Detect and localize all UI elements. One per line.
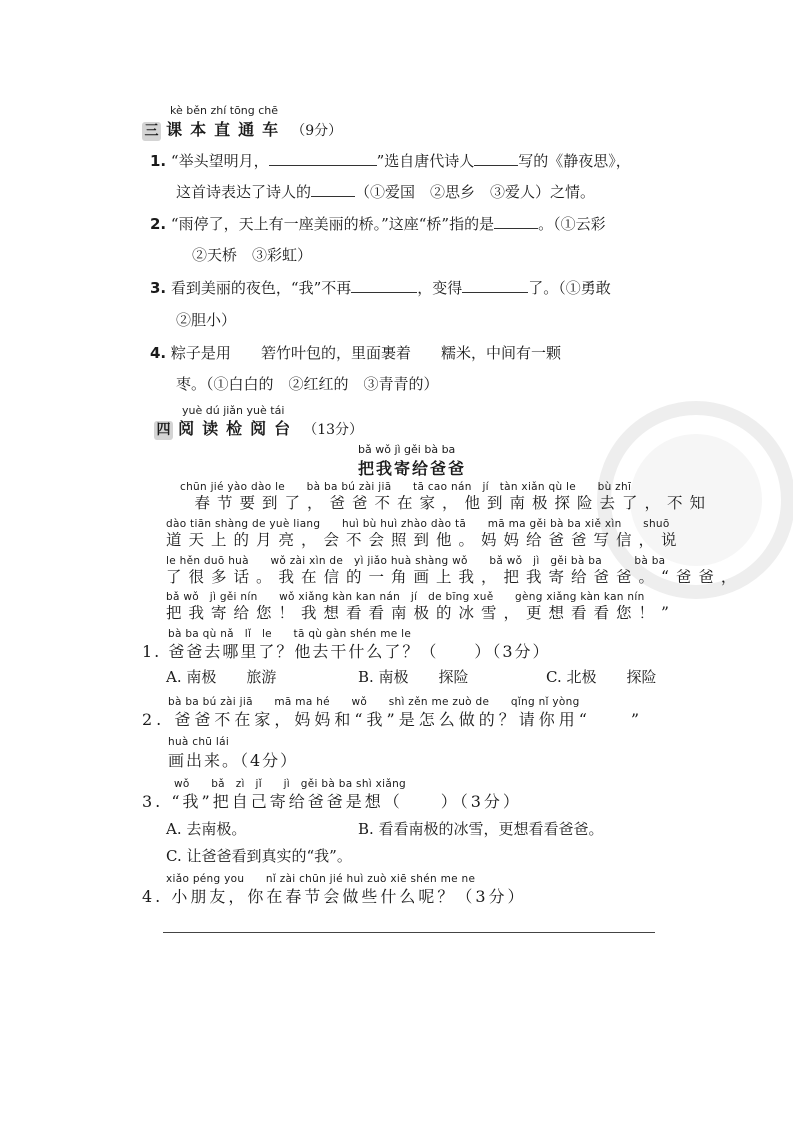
section4-score: （13分）	[303, 422, 364, 438]
story-line2: 道天上的月亮，会不会照到他。妈妈给爸爸写信，说	[166, 531, 684, 549]
s3-q1-line1	[150, 150, 631, 171]
story-line3-pinyin: le hěn duō huà wǒ zài xìn de yì jiǎo huà shàng wǒ bǎ wǒ jì gěi bà ba bà ba	[166, 555, 666, 567]
story-line3: 了很多话。我在信的一角画上我，把我寄给爸爸。“爸爸，	[166, 568, 744, 586]
s4-q1-pinyin: bà ba qù nǎ lǐ le tā qù gàn shén me le	[168, 628, 412, 640]
s3-q1-options: （①爱国 ②思乡 ③爱人）之情。	[355, 183, 596, 201]
story-line4-pinyin: bǎ wǒ jì gěi nín wǒ xiǎng kàn kan nán jí de bīng xuě gèng xiǎng kàn kan nín	[166, 591, 645, 603]
s3-q1-blank-2[interactable]	[474, 151, 518, 166]
story-line2-pinyin: dào tiān shàng de yuè liang huì bù huì zhào dào tā mā ma gěi bà ba xiě xìn shuō	[166, 518, 670, 530]
story-line1-pinyin: chūn jié yào dào le bà ba bú zài jiā tā cao nán jí tàn xiǎn qù le bù zhī	[180, 481, 632, 493]
s3-q1-blank-1[interactable]	[269, 151, 377, 166]
s3-q1-text-a: “举头望明月，	[170, 152, 269, 170]
s3-q4-text-c: 糯米，中间有一颗	[440, 344, 561, 362]
s4-q1-option-b[interactable]: B. 南极 探险	[358, 668, 469, 686]
s3-q4-line2: 枣。（①白白的 ②红红的 ③青青的）	[176, 375, 439, 393]
section3-pinyin: kè běn zhí tōng chē	[170, 104, 279, 117]
s4-q2-pinyin-2: huà chū lái	[168, 736, 230, 748]
s3-q2-text-b: 。（①云彩	[538, 215, 606, 233]
s3-q3-text-b: ，变得	[417, 279, 463, 297]
s3-q3-blank-2[interactable]	[462, 278, 528, 293]
s3-q2-line1	[150, 213, 606, 234]
s3-q1-text-c: 写的《静夜思》，	[518, 152, 631, 170]
section4-pinyin: yuè dú jiǎn yuè tái	[182, 404, 285, 417]
s4-q2-text: 2. 爸爸不在家，妈妈和“我”是怎么做的？请你用“ ”	[142, 710, 644, 729]
s4-q3-pinyin: wǒ bǎ zì jǐ jì gěi bà ba shì xiǎng	[174, 778, 407, 790]
s4-q1-option-a[interactable]: A. 南极 旅游	[166, 668, 277, 686]
s4-q3-option-b[interactable]: B. 看看南极的冰雪，更想看看爸爸。	[358, 820, 604, 838]
s4-q1-text: 1. 爸爸去哪里了？他去干什么了？（ ）（3分）	[142, 642, 551, 661]
s3-q4-number: 4.	[150, 344, 167, 362]
s3-q4-text-b: 箬竹叶包的，里面裹着	[260, 344, 411, 362]
s3-q4-line1	[150, 342, 561, 363]
s3-q4-blank-2[interactable]	[411, 343, 441, 358]
s3-q4-text-a: 粽子是用	[170, 344, 231, 362]
s3-q1-text-b: ”选自唐代诗人	[376, 152, 475, 170]
s4-q2-text-2: 画出来。（4分）	[168, 751, 299, 770]
s4-q3-text: 3. “我”把自己寄给爸爸是想（ ）（3分）	[142, 792, 522, 811]
s3-q4-blank-1[interactable]	[231, 343, 261, 358]
s4-q2-pinyin: bà ba bú zài jiā mā ma hé wǒ shì zěn me zuò de qǐng nǐ yòng	[168, 696, 580, 708]
s3-q2-number: 2.	[150, 215, 167, 233]
story-line4: 把我寄给您！我想看看南极的冰雪，更想看看您！”	[166, 604, 676, 622]
s4-q4-answer-line[interactable]	[163, 932, 655, 933]
section3-number: 三	[142, 122, 161, 141]
story-title: 把我寄给爸爸	[358, 459, 467, 478]
section3-score: （9分）	[291, 123, 343, 139]
s3-q3-blank-1[interactable]	[351, 278, 417, 293]
s3-q1-line2	[176, 181, 595, 202]
s3-q3-number: 3.	[150, 279, 167, 297]
section4-title: 阅读检阅台	[178, 419, 299, 438]
section4-number: 四	[154, 421, 173, 440]
s3-q2-line2: ②天桥 ③彩虹）	[192, 246, 313, 264]
s3-q1-blank-3[interactable]	[311, 182, 355, 197]
section3-header	[142, 117, 342, 141]
story-line1: 春节要到了，爸爸不在家，他到南极探险去了，不知	[172, 494, 713, 512]
s3-q1-number: 1.	[150, 152, 167, 170]
section4-header	[154, 416, 363, 440]
s3-q3-text-c: 了。（①勇敢	[528, 279, 611, 297]
story-title-pinyin: bǎ wǒ jì gěi bà ba	[358, 443, 456, 456]
section3-title: 课本直通车	[166, 120, 287, 139]
s3-q1-text-d: 这首诗表达了诗人的	[176, 183, 312, 201]
s3-q2-blank[interactable]	[494, 214, 538, 229]
s3-q3-text-a: 看到美丽的夜色，“我”不再	[170, 279, 352, 297]
s4-q3-option-a[interactable]: A. 去南极。	[166, 820, 247, 838]
s4-q3-option-c[interactable]: C. 让爸爸看到真实的“我”。	[166, 847, 352, 865]
s3-q3-line2: ②胆小）	[176, 311, 237, 329]
s4-q1-option-c[interactable]: C. 北极 探险	[546, 668, 657, 686]
s3-q3-line1	[150, 277, 611, 298]
s3-q2-text-a: “雨停了，天上有一座美丽的桥。”这座“桥”指的是	[170, 215, 495, 233]
s4-q4-text: 4. 小朋友，你在春节会做些什么呢？（3分）	[142, 887, 527, 906]
s4-q4-pinyin: xiǎo péng you nǐ zài chūn jié huì zuò xiē shén me ne	[166, 873, 476, 885]
